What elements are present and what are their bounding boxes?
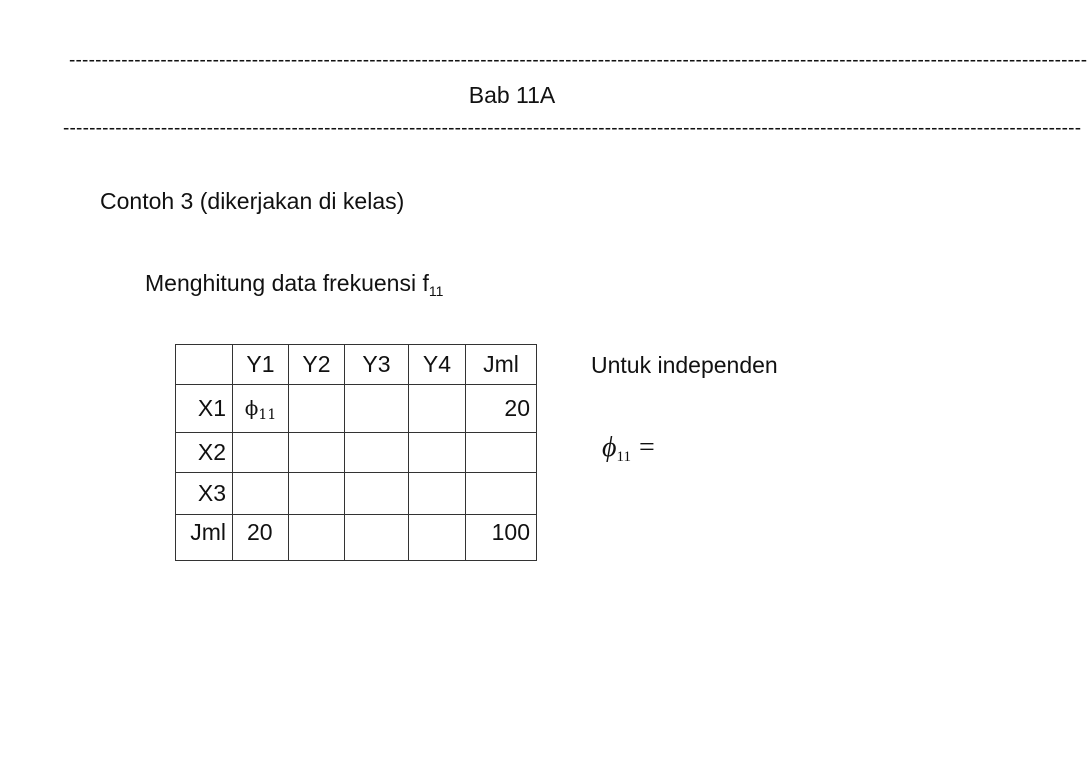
table-cell	[233, 473, 289, 515]
table-row	[176, 473, 537, 515]
table-cell	[345, 473, 409, 515]
table-cell	[345, 433, 409, 473]
subheading-text: Menghitung data frekuensi f	[145, 270, 429, 296]
header-cell-y2: Y2	[289, 345, 345, 385]
formula-phi-glyph: ϕ	[602, 432, 617, 463]
table-cell	[409, 473, 466, 515]
row-label: X1	[176, 385, 233, 433]
table-cell: 20	[233, 515, 289, 561]
example-heading: Contoh 3 (dikerjakan di kelas)	[100, 188, 405, 214]
subheading-subscript: 11	[428, 283, 444, 299]
table-cell-total	[466, 433, 537, 473]
phi-subscript: 11	[258, 407, 277, 423]
row-label: X3	[176, 473, 233, 515]
table-row	[176, 433, 537, 473]
table-cell	[289, 473, 345, 515]
phi-glyph: ϕ	[244, 396, 259, 420]
table-cell	[409, 385, 466, 433]
table-header-row	[176, 345, 537, 385]
header-cell-y3: Y3	[345, 345, 409, 385]
table-cell	[289, 515, 345, 561]
dashed-rule-top: ------------------------------------------------------------------------------------------------------------------------------------------------------------	[69, 50, 1087, 71]
frequency-table	[175, 344, 537, 561]
table-cell-grand-total: 100	[466, 515, 537, 561]
table-row	[176, 385, 537, 433]
row-label: Jml	[176, 515, 233, 561]
table-cell	[289, 385, 345, 433]
header-corner-cell	[176, 345, 233, 385]
page-title: Bab 11A	[468, 82, 556, 108]
formula-equals: =	[638, 432, 655, 463]
phi-formula	[602, 432, 655, 466]
table-cell	[409, 433, 466, 473]
table-cell	[233, 385, 289, 433]
table-row-total	[176, 515, 537, 561]
header-cell-jml: Jml	[466, 345, 537, 385]
header-cell-y1: Y1	[233, 345, 289, 385]
table-cell-total	[466, 473, 537, 515]
independent-label: Untuk independen	[591, 352, 778, 378]
phi-symbol	[244, 396, 277, 423]
table-cell	[345, 515, 409, 561]
formula-subscript: 11	[616, 449, 631, 465]
table-cell	[409, 515, 466, 561]
header-cell-y4: Y4	[409, 345, 466, 385]
row-label: X2	[176, 433, 233, 473]
table-cell-total: 20	[466, 385, 537, 433]
table-cell	[233, 433, 289, 473]
table-cell	[345, 385, 409, 433]
dashed-rule-bottom: ------------------------------------------------------------------------------------------------------------------------------------------------------------	[63, 118, 1082, 139]
subheading	[145, 270, 443, 299]
table-cell	[289, 433, 345, 473]
